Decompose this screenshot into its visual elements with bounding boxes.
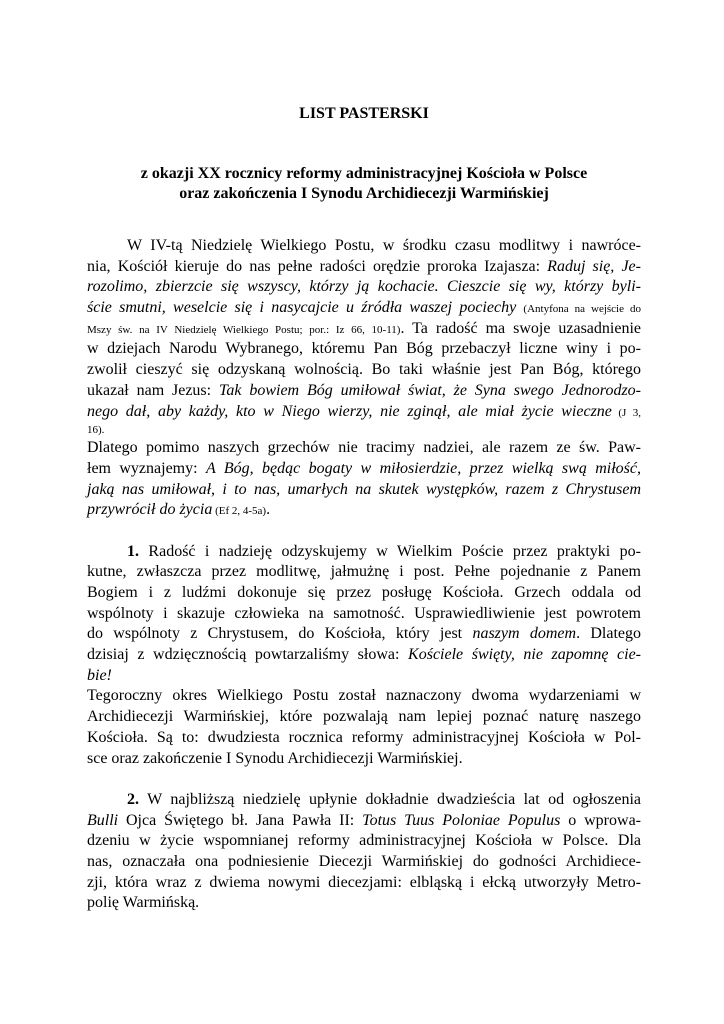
emphasis: Kościele święty, nie zapomnę cie-	[408, 646, 641, 664]
text-line	[87, 831, 641, 852]
text-span: Bogiem i z ludźmi dokonuje się przez posługę Kościoła. Grzech oddala od	[87, 584, 641, 601]
section-number: 1.	[127, 542, 139, 560]
paragraph-section-1	[87, 542, 641, 770]
text-span: o wprowa-	[560, 811, 641, 829]
section-number: 2.	[127, 790, 139, 808]
text-span: łem wyznajemy:	[87, 459, 206, 477]
scripture-quote: rozolimo, zbierzcie się wszyscy, którzy ją kochacie. Cieszcie się wy, którzy byli-	[87, 278, 641, 296]
text-span: Tegoroczny okres Wielkiego Postu został naznaczony dwoma wydarzeniami w	[87, 687, 641, 705]
scripture-quote: ście smutni, weselcie się i nasycajcie u źródła waszej pociechy	[87, 299, 524, 317]
text-span: nas, oznaczała ona podniesienie Diecezji Warmińskiej do godności Archidiece-	[87, 852, 641, 870]
letter-body	[87, 236, 641, 914]
scripture-quote: jaką nas umiłował, i to nas, umarłych na skutek występków, razem z Chrystusem	[87, 480, 641, 498]
subtitle-line: z okazji XX rocznicy reformy administracyjnej Kościoła w Polsce	[140, 165, 588, 182]
text-span: . Dlatego	[576, 625, 642, 643]
document-title: LIST PASTERSKI	[299, 105, 429, 122]
paragraph-gap	[87, 521, 641, 542]
citation: (J 3,	[611, 406, 641, 419]
text-span: zwolił cieszyć się odzyskaną wolnością. Bo taki właśnie jest Pan Bóg, którego	[87, 361, 641, 379]
text-line	[87, 645, 641, 666]
text-span: wspólnoty i skazuje człowieka na samotność. Usprawiedliwienie jest powrotem	[87, 604, 641, 622]
paragraph-gap	[87, 769, 641, 790]
text-line	[87, 319, 641, 340]
text-line	[87, 236, 641, 257]
text-line	[87, 360, 641, 381]
text-span: W najbliższą niedzielę upłynie dokładnie dwadzieścia lat od ogłoszenia	[139, 790, 641, 808]
paragraph-section-2	[87, 790, 641, 914]
text-line	[87, 298, 641, 319]
text-span: sce oraz zakończenie I Synodu Archidiecezji Warmińskiej.	[87, 749, 463, 767]
text-line	[87, 686, 641, 707]
citation: (Antyfona na wejście do	[523, 303, 642, 316]
emphasis: naszym domem	[472, 625, 577, 643]
text-line	[87, 707, 641, 728]
emphasis: bie!	[87, 666, 112, 684]
text-line	[87, 790, 641, 811]
text-span: polię Warmińską.	[87, 894, 200, 912]
scripture-quote-line	[87, 277, 641, 298]
text-span: Archidiecezji Warmińskiej, które pozwalają nam lepiej poznać naturę naszego	[87, 708, 641, 726]
text-span: Dlatego pomimo naszych grzechów nie tracimy nadziei, ale razem ze św. Paw-	[87, 439, 641, 457]
scripture-quote: Raduj się, Je-	[547, 257, 641, 275]
text-line	[87, 562, 641, 583]
text-span: Kościoła. Są to: dwudziesta rocznica reformy administracyjnej Kościoła w Pol-	[87, 728, 641, 746]
document-subtitle	[87, 164, 641, 204]
emphasis: Totus Tuus Poloniae Populus	[362, 811, 561, 829]
subtitle-line: oraz zakończenia I Synodu Archidiecezji Warmińskiej	[179, 185, 549, 202]
text-line	[87, 852, 641, 873]
scripture-quote: przywrócił do życia	[87, 501, 213, 519]
citation: 16).	[87, 424, 105, 437]
text-line	[87, 257, 641, 278]
text-span: zji, która wraz z dwiema nowymi diecezjami: elbląską i ełcką utworzyły Metro-	[87, 873, 641, 891]
text-line	[87, 339, 641, 360]
text-span: Ojca Świętego bł. Jana Pawła II:	[118, 811, 363, 829]
text-line	[87, 624, 641, 645]
text-line	[87, 438, 641, 459]
scripture-quote-line	[87, 480, 641, 501]
text-span: . Ta radość ma swoje uzasadnienie	[400, 319, 641, 337]
text-span: .	[266, 501, 271, 519]
scripture-quote: Tak bowiem Bóg umiłował świat, że Syna swego Jednorodzo-	[218, 381, 641, 399]
scripture-quote: A Bóg, będąc bogaty w miłosierdzie, przez wielką swą miłość,	[205, 459, 641, 477]
text-span: dzeniu w życie wspomnianej reformy administracyjnej Kościoła w Polsce. Dla	[87, 832, 641, 850]
citation: Mszy św. na IV Niedzielę Wielkiego Postu; por.: Iz 66, 10-11)	[87, 323, 401, 336]
citation: (Ef 2, 4-5a)	[212, 505, 267, 518]
text-line	[87, 666, 641, 687]
text-span: w dziejach Narodu Wybranego, któremu Pan Bóg przebaczył liczne winy i po-	[87, 340, 641, 358]
text-span: dzisiaj z wdzięcznością powtarzaliśmy słowa:	[87, 646, 409, 664]
text-line	[87, 811, 641, 832]
text-line	[87, 604, 641, 625]
text-line	[87, 381, 641, 402]
paragraph-intro	[87, 236, 641, 521]
text-line	[87, 402, 641, 423]
text-line	[87, 749, 641, 770]
text-line	[87, 583, 641, 604]
text-span: Radość i nadzieję odzyskujemy w Wielkim Poście przez praktyki po-	[139, 542, 641, 560]
scripture-quote: nego dał, aby każdy, kto w Niego wierzy, nie zginął, ale miał życie wieczne	[87, 402, 612, 420]
text-span: do wspólnoty z Chrystusem, do Kościoła, który jest	[87, 625, 473, 643]
text-line	[87, 873, 641, 894]
text-span: W IV-tą Niedzielę Wielkiego Postu, w środku czasu modlitwy i nawróce-	[127, 237, 641, 254]
text-line	[87, 500, 641, 521]
text-line	[87, 728, 641, 749]
text-line	[87, 893, 641, 914]
emphasis: Bulli	[87, 811, 119, 829]
text-line	[87, 542, 641, 563]
text-span: nia, Kościół kieruje do nas pełne radości orędzie proroka Izajasza:	[87, 257, 548, 275]
text-line	[87, 459, 641, 480]
text-span: ukazał nam Jezus:	[87, 381, 219, 399]
text-span: kutne, zwłaszcza przez modlitwę, jałmużnę i post. Pełne pojednanie z Panem	[87, 563, 641, 581]
text-line	[87, 422, 641, 438]
